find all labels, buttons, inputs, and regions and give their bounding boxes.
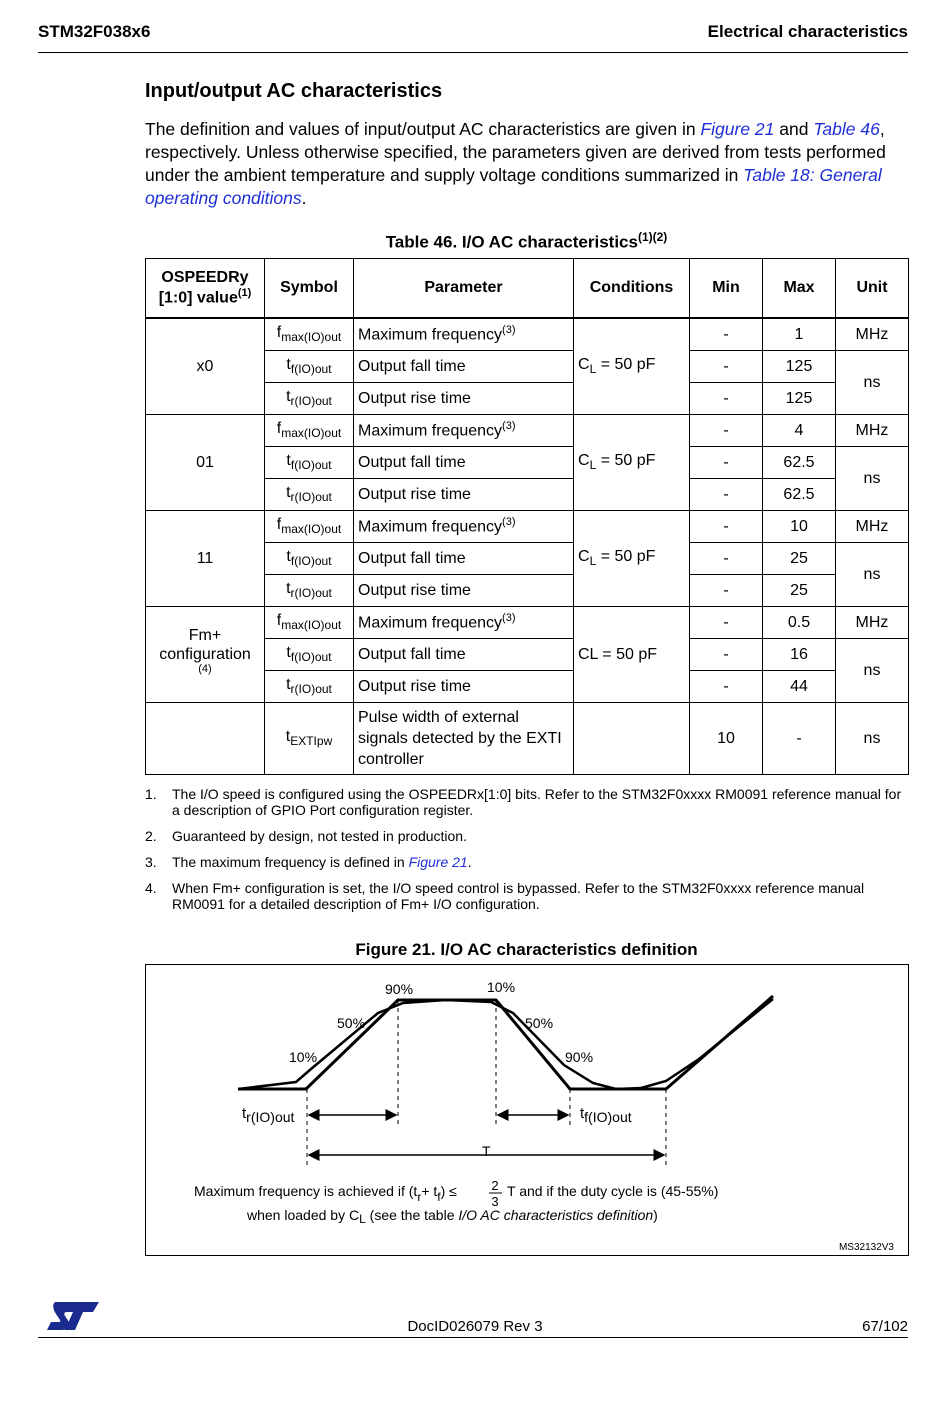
table-row [146,415,909,447]
label-tr: tr(IO)out [242,1105,295,1125]
header-product: STM32F038x6 [38,22,151,41]
max-value: 125 [763,383,836,415]
fraction-numerator: 2 [491,1178,499,1193]
ospeed-value: 01 [146,415,265,511]
caption-line-2: when loaded by CL (see the table I/O AC characteristics definition) [247,1207,658,1226]
max-value: 62.5 [763,479,836,511]
intro-text: . [301,188,307,208]
conditions-empty [574,703,690,775]
max-value: 0.5 [763,607,836,639]
header-rule [38,52,908,53]
table-title-sup: (1)(2) [637,230,668,244]
max-value: 4 [763,415,836,447]
symbol-fmax: $f_{max(IO)out}$ [265,607,354,639]
note-4: 4. When Fm+ configuration is set, the I/O speed control is bypassed. Refer to the STM32F0xxxx reference manual RM0091 for a detailed description of Fm+ I/O configuration. [145,880,865,912]
min-value: - [690,479,763,511]
header-parameter: Parameter [354,259,574,319]
unit: MHz [836,511,909,543]
symbol-tf: $t_{f(IO)out}$ [265,639,354,671]
symbol-fmax: $f_{max(IO)out}$ [265,318,354,351]
max-value: - [763,703,836,775]
symbol-tf: $t_{f(IO)out}$ [265,543,354,575]
header-max: Max [763,259,836,319]
param-fall-time: Output fall time [354,543,574,575]
param-rise-time: Output rise time [354,671,574,703]
unit: ns [836,351,909,415]
param-fall-time: Output fall time [354,639,574,671]
label-50-fall: 50% [525,1015,554,1031]
footer-doc-id: DocID026079 Rev 3 [407,1318,543,1335]
table-header-row [146,259,909,319]
param-rise-time: Output rise time [354,479,574,511]
link-table-46[interactable]: Table 46 [813,119,880,139]
max-value: 10 [763,511,836,543]
intro-paragraph [145,118,910,210]
link-figure-21-note[interactable]: Figure 21 [408,854,468,870]
label-10-fall: 10% [487,979,516,995]
table-row [146,607,909,639]
min-value: - [690,318,763,351]
symbol-tr: $t_{r(IO)out}$ [265,671,354,703]
max-value: 1 [763,318,836,351]
unit: ns [836,639,909,703]
unit: ns [836,447,909,511]
param-fall-time: Output fall time [354,351,574,383]
param-max-frequency: Maximum frequency$^{(3)}$ [354,511,574,543]
header-ospeed: OSPEEDRy [1:0] value$^{(1)}$ [146,259,265,319]
min-value: - [690,383,763,415]
table-row [146,318,909,351]
param-exti-pulse: Pulse width of external signals detected by the EXTI controller [354,703,574,775]
conditions: $C_L = 50$ pF [574,318,690,415]
param-max-frequency: Maximum frequency$^{(3)}$ [354,607,574,639]
min-value: - [690,575,763,607]
symbol-fmax: $f_{max(IO)out}$ [265,415,354,447]
param-max-frequency: Maximum frequency$^{(3)}$ [354,415,574,447]
min-value: - [690,639,763,671]
ospeed-value: 11 [146,511,265,607]
min-value: - [690,543,763,575]
conditions: $C_L = 50$ pF [574,415,690,511]
io-ac-table [145,258,909,775]
ospeed-value-fmplus: Fm+ configuration (4) [146,607,265,703]
conditions: $C_L = 50$ pF [574,511,690,607]
table-row [146,511,909,543]
figure-code: MS32132V3 [838,1242,894,1253]
symbol-tr: $t_{r(IO)out}$ [265,479,354,511]
symbol-texti: $t_{EXTIpw}$ [265,703,354,775]
conditions: CL = 50 pF [574,607,690,703]
max-value: 16 [763,639,836,671]
figure-box [145,964,909,1256]
caption-line-1-end: T and if the duty cycle is (45-55%) [507,1183,719,1199]
fraction-denominator: 3 [491,1194,499,1209]
unit: MHz [836,415,909,447]
label-period: T [482,1143,491,1159]
intro-text: , respectively. Unless otherwise specified, the parameters given are derived from tests performed under the ambient temperature and supply voltage conditions summarized in [145,119,886,185]
io-ac-waveform-diagram [146,965,908,1255]
min-value: - [690,671,763,703]
label-90-fall: 90% [565,1049,594,1065]
param-rise-time: Output rise time [354,383,574,415]
max-value: 25 [763,543,836,575]
min-value: - [690,447,763,479]
link-figure-21[interactable]: Figure 21 [700,119,775,139]
footer-page-number: 67/102 [862,1318,908,1335]
link-table-18[interactable]: Table 18: General operating conditions [145,165,882,208]
note-1: 1. The I/O speed is configured using the OSPEEDRx[1:0] bits. Refer to the STM32F0xxxx RM0091 reference manual for a description of GPIO Port configuration register. [145,786,902,818]
ospeed-value: x0 [146,318,265,415]
header-unit: Unit [836,259,909,319]
intro-text: and [774,119,814,139]
min-value: - [690,607,763,639]
header-chapter: Electrical characteristics [707,22,908,41]
symbol-tr: $t_{r(IO)out}$ [265,575,354,607]
label-50-rise: 50% [337,1015,366,1031]
intro-text: The definition and values of input/output AC characteristics are given in [145,119,701,139]
min-value: - [690,415,763,447]
section-title: Input/output AC characteristics [145,80,443,102]
min-value: - [690,351,763,383]
table-notes [145,786,910,922]
header-min: Min [690,259,763,319]
label-tf: tf(IO)out [580,1105,632,1125]
unit: MHz [836,318,909,351]
min-value: 10 [690,703,763,775]
max-value: 62.5 [763,447,836,479]
unit: ns [836,543,909,607]
table-row-exti [146,703,909,775]
param-rise-time: Output rise time [354,575,574,607]
table-title-text: Table 46. I/O AC characteristics [385,232,638,252]
max-value: 25 [763,575,836,607]
footer-rule [38,1337,908,1338]
ospeed-empty [146,703,265,775]
table-title [145,230,908,253]
unit: ns [836,703,909,775]
min-value: - [690,511,763,543]
caption-line-1: Maximum frequency is achieved if (tr+ tf) ≤ [194,1183,457,1204]
header-symbol: Symbol [265,259,354,319]
label-90-rise: 90% [385,981,414,997]
symbol-tr: $t_{r(IO)out}$ [265,383,354,415]
symbol-fmax: $f_{max(IO)out}$ [265,511,354,543]
unit: MHz [836,607,909,639]
max-value: 44 [763,671,836,703]
figure-title: Figure 21. I/O AC characteristics definition [355,940,698,959]
param-fall-time: Output fall time [354,447,574,479]
note-2: 2. Guaranteed by design, not tested in production. [145,828,467,844]
max-value: 125 [763,351,836,383]
param-max-frequency: Maximum frequency$^{(3)}$ [354,318,574,351]
label-10-rise: 10% [289,1049,318,1065]
header-conditions: Conditions [574,259,690,319]
note-3: 3. The maximum frequency is defined in Figure 21. [145,854,472,870]
symbol-tf: $t_{f(IO)out}$ [265,447,354,479]
symbol-tf: $t_{f(IO)out}$ [265,351,354,383]
